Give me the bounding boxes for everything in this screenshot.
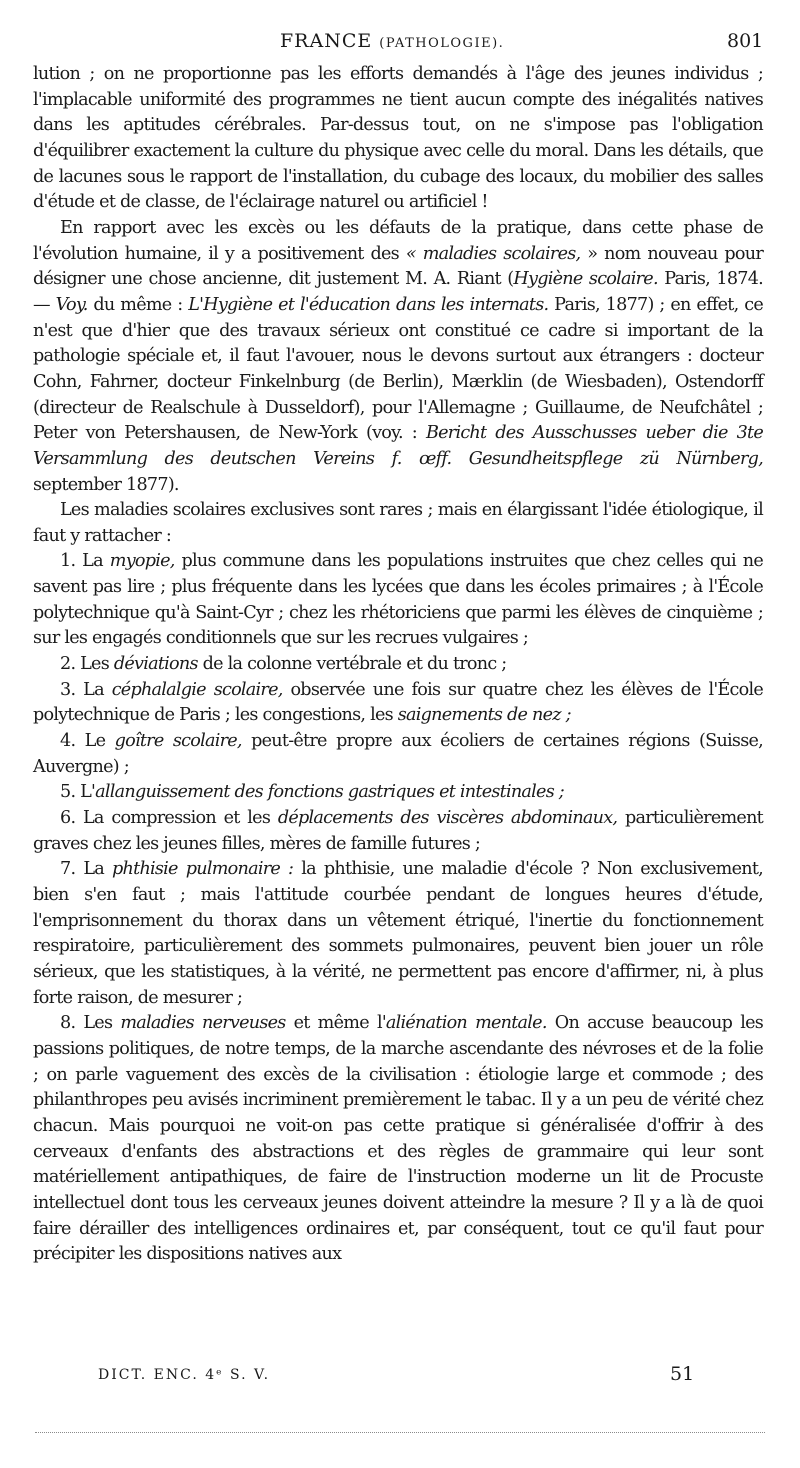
list-number: 7. La [60,859,104,880]
italic-term: aliénation mentale. [385,1013,547,1034]
list-item-5 [33,780,763,806]
italic-term: Voy. [55,294,88,315]
list-number: 5. L' [60,782,96,803]
paragraph-text: du même : [93,294,189,315]
dotted-rule [35,1432,765,1433]
paragraph-text: september 1877). [33,474,179,495]
list-number: 4. Le [60,731,106,752]
paragraph-text: et même l' [293,1013,386,1034]
paragraph-text: observée une fois sur quatre chez les élèves de l'École polytechnique de Paris ; les congestions, les [33,679,764,726]
italic-term: céphalalgie scolaire, [111,679,283,700]
italic-term: allanguissement des fonctions gastriques et intestinales ; [95,782,564,803]
paragraph-text: » nom nouveau pour désigner une chose ancienne, dit justement M. A. Riant ( [33,243,764,290]
list-number: 1. La [60,551,103,572]
italic-term: saignements de nez ; [397,705,571,726]
book-title: Bericht des Ausschusses ueber die 3te Versammlung des deutschen Vereins f. œff. Gesundheitspflege zü Nürnberg, [33,423,764,469]
paragraph-text: Les maladies scolaires exclusives sont rares ; mais en élargissant l'idée étiologique, il faut y rattacher : [33,500,763,546]
sheet-number: 51 [670,1363,695,1385]
signature-mark: DICT. ENC. 4ᵉ S. V. [98,1367,271,1383]
paragraph-text: Paris, 1874. — [33,269,764,315]
paragraph-text: On accuse beaucoup les passions politiques, de notre temps, de la marche ascendante des névroses et de la folie ; on parle vaguement des excès de la civilisation : étiologie large et commode ; des philanthropes peu avisés incriminent premièrement le tabac. Il y a un peu de vérité chez chacun. Mais pourquoi ne voit-on pas cette pratique si généralisée d'offrir à des cerveaux d'enfants des abstractions et des règles de grammaire qui leur sont matériellement antipathiques, de faire de l'instruction moderne un lit de Procuste intellectuel dont tous les cerveaux jeunes doivent atteindre la mesure ? Il y a là de quoi faire dérailler des intelligences ordinaires et, par conséquent, tout ce qu'il faut pour précipiter les dispositions natives aux [33,1013,764,1265]
running-title-sub: (PATHOLOGIE). [379,36,505,51]
italic-term: goître scolaire, [114,731,242,752]
italic-term: « maladies scolaires, [405,243,581,264]
italic-term: phthisie pulmonaire : [112,859,294,880]
list-number: 6. La compression et les [60,808,271,829]
page-footer [0,1363,800,1389]
running-title [280,30,504,52]
running-header [0,30,800,56]
paragraph-3 [33,498,763,549]
book-title: L'Hygiène et l'éducation dans les internats. [188,294,549,315]
paragraph-text: lution ; on ne proportionne pas les efforts demandés à l'âge des jeunes individus ; l'implacable uniformité des programmes ne tient aucun compte des inégalités natives dans les aptitudes cérébrales. Par-dessus tout, on ne s'impose pas l'obligation d'équilibrer exactement la culture du physique avec celle du moral. Dans les détails, que de lacunes sous le rapport de l'installation, du cubage des locaux, du mobilier des salles d'étude et de classe, de l'éclairage naturel ou artificiel ! [33,64,763,213]
paragraph-text: particulièrement graves chez les jeunes filles, mères de famille futures ; [33,808,763,854]
italic-term: myopie, [109,551,175,572]
list-number: 8. Les [60,1013,113,1034]
running-title-main: FRANCE [280,30,373,52]
list-item-2 [33,652,763,678]
italic-term: déplacements des viscères abdominaux, [277,808,618,829]
paragraph-2 [33,216,763,498]
list-number: 3. La [60,679,104,700]
italic-term: déviations [113,654,198,675]
paragraph-text: peut-être propre aux écoliers de certaines régions (Suisse, Auvergne) ; [33,731,763,777]
book-title: Hygiène scolaire. [513,269,658,290]
list-item-8 [33,1011,763,1268]
list-item-4 [33,729,763,780]
list-number: 2. Les [60,654,110,675]
paragraph-1 [33,62,763,216]
paragraph-text: En rapport avec les excès ou les défauts de la pratique, dans cette phase de l'évolution humaine, il y a positivement des [33,217,763,264]
list-item-7 [33,857,763,1011]
paragraph-text: Paris, 1877) ; en effet, ce n'est que d'hier que des travaux sérieux ont constitué ce cadre si important de la pathologie spéciale et, il faut l'avouer, nous le devons surtout aux étrangers : docteur Cohn, Fahrner, docteur Finkelnburg (de Berlin), Mærklin (de Wiesbaden), Ostendorff (directeur de Realschule à Dusseldorf), pour l'Allemagne ; Guillaume, de Neufchâtel ; Peter von Petershausen, de New-York (voy. : [33,294,763,444]
paragraph-text: la phthisie, une maladie d'école ? Non exclusivement, bien s'en faut ; mais l'attitude courbée pendant de longues heures d'étude, l'emprisonnement du thorax dans un vêtement étriqué, l'inertie du fonctionnement respiratoire, particulièrement des sommets pulmonaires, peuvent bien jouer un rôle sérieux, que les statistiques, à la vérité, ne permettent pas encore d'affirmer, ni, à plus forte raison, de mesurer ; [33,859,763,1008]
page-number: 801 [727,30,764,52]
paragraph-text: de la colonne vertébrale et du tronc ; [202,654,507,675]
italic-term: maladies nerveuses [120,1013,286,1034]
body-text [33,62,763,1268]
list-item-6 [33,806,763,857]
list-item-3 [33,678,763,729]
paragraph-text: plus commune dans les populations instruites que chez celles qui ne savent pas lire ; plus fréquente dans les lycées que dans les écoles primaires ; à l'École polytechnique qu'à Saint-Cyr ; chez les rhétoriciens que parmi les élèves de cinquième ; sur les engagés conditionnels que sur les recrues vulgaires ; [33,551,764,649]
list-item-1 [33,549,763,652]
